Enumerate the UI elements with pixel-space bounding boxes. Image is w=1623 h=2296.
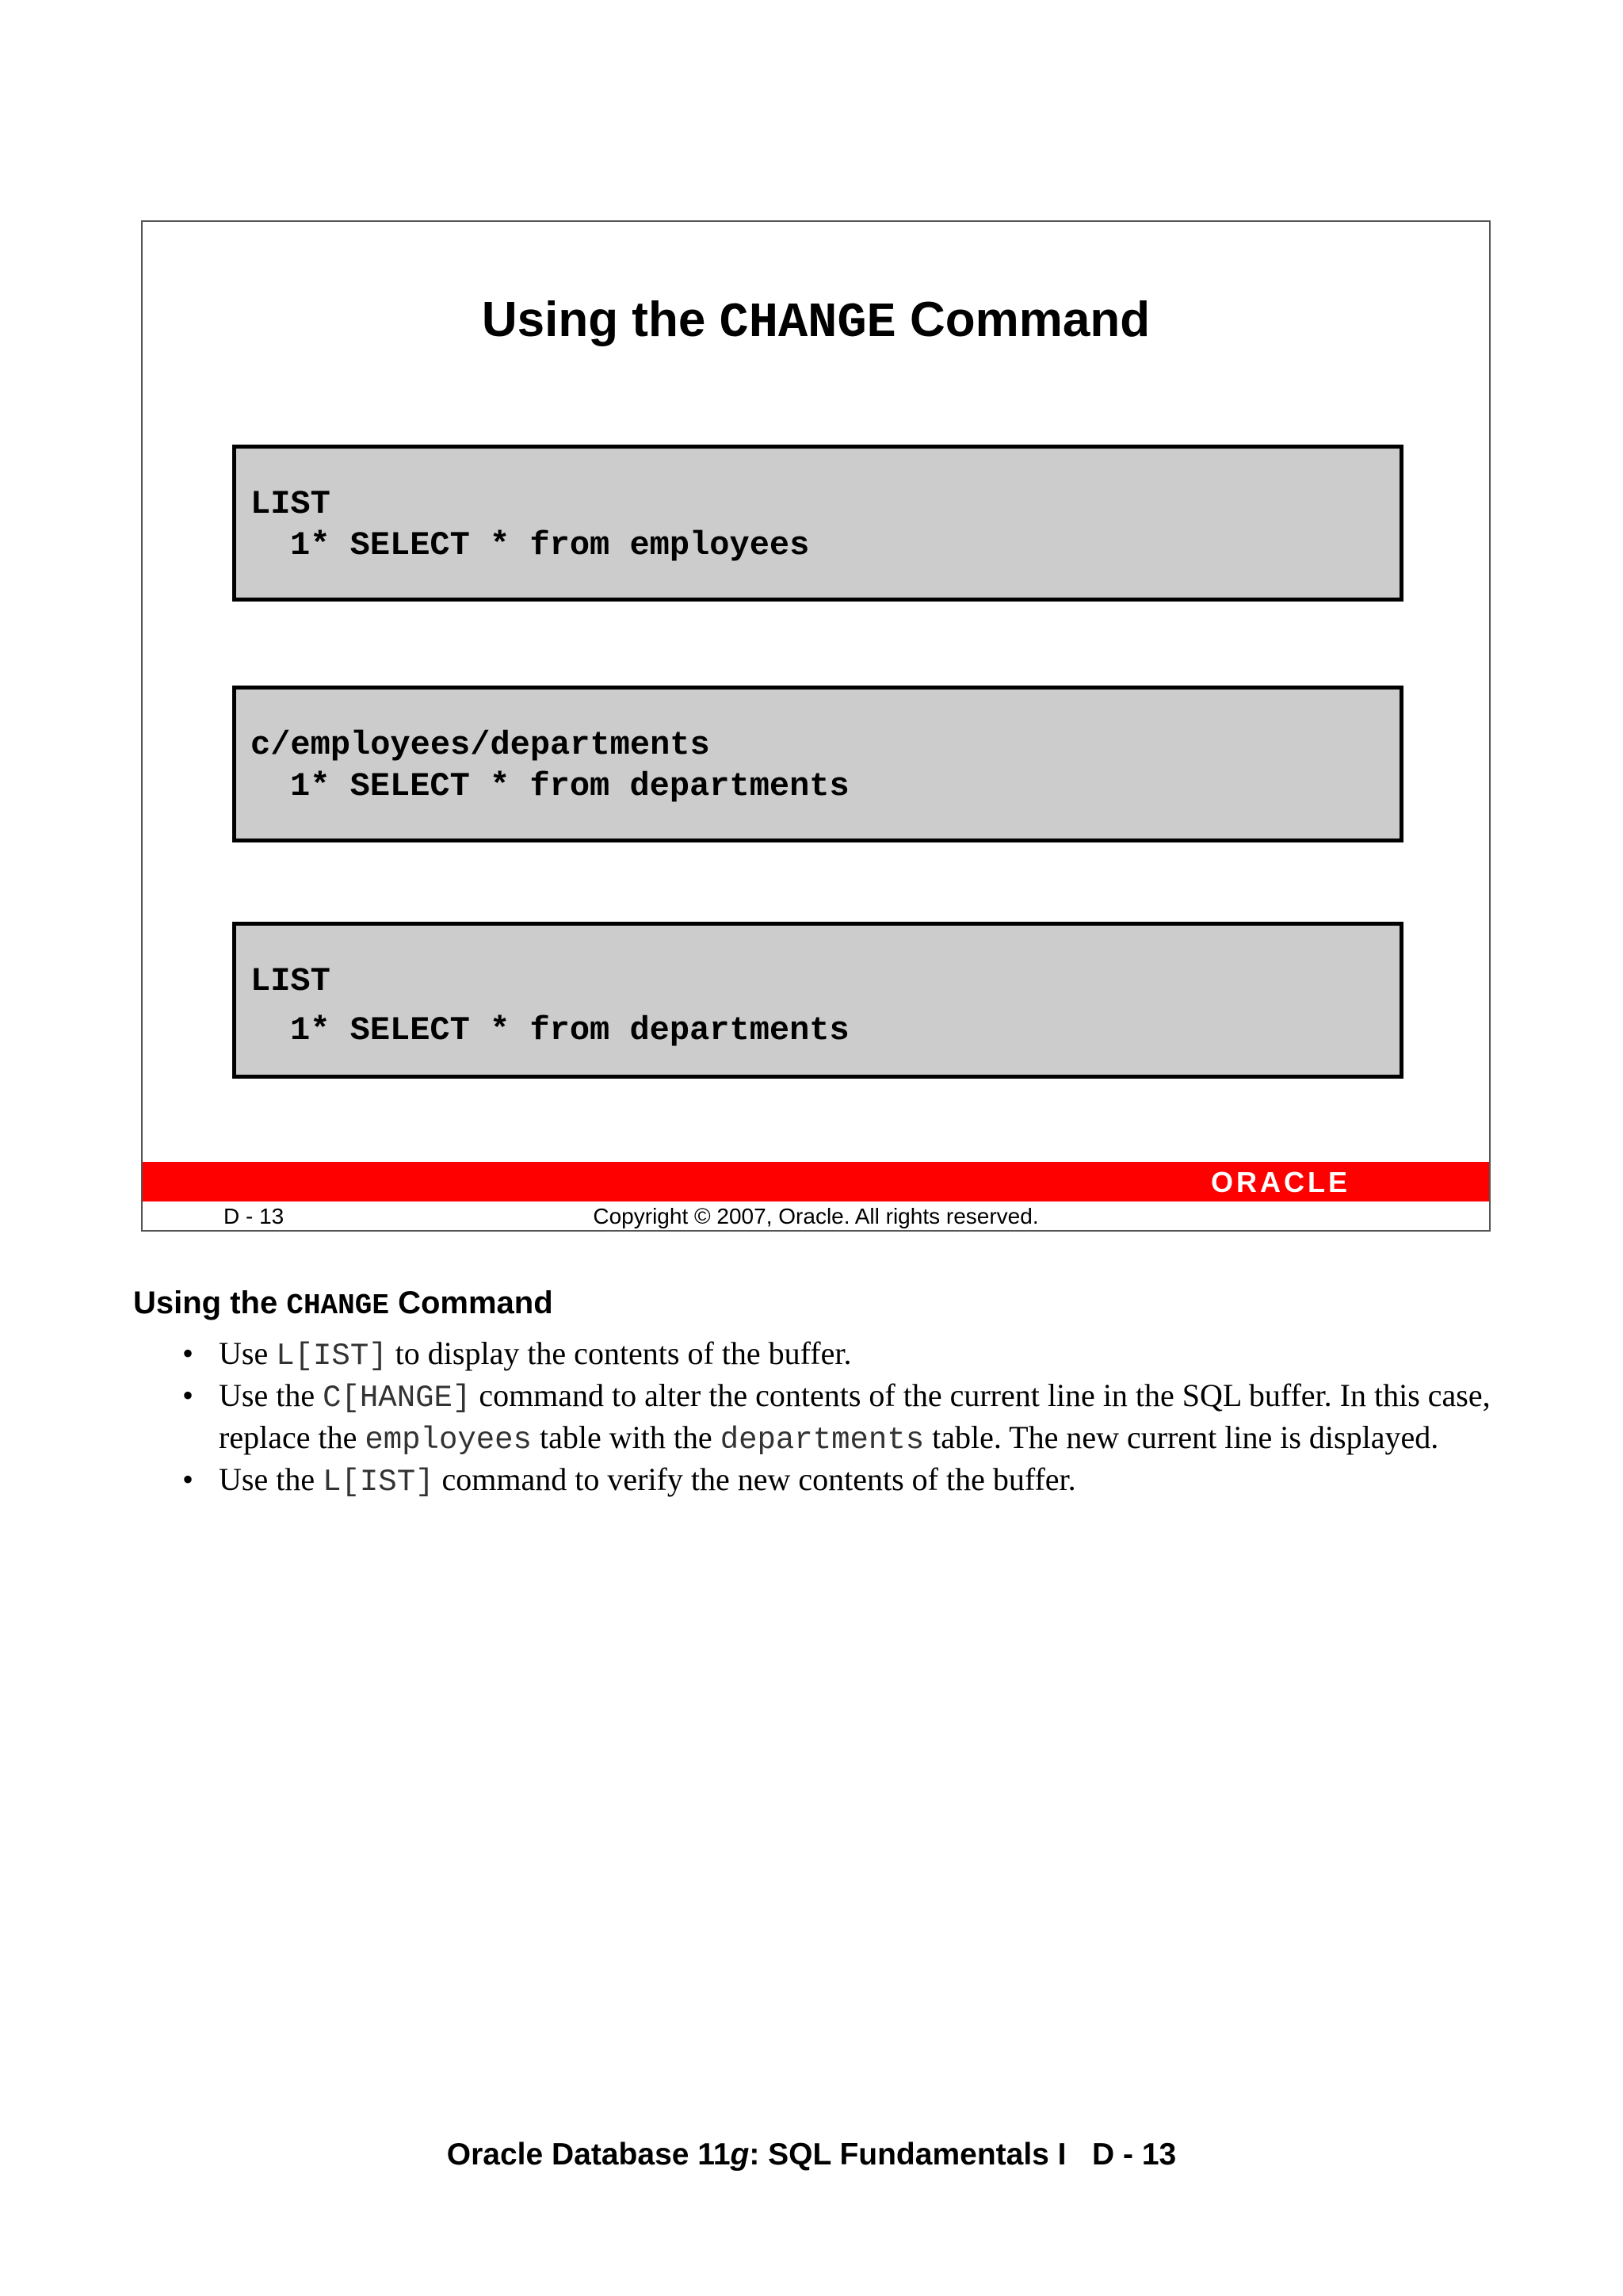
code-output-line: 1* SELECT * from departments — [290, 1011, 850, 1049]
code-line: LIST — [250, 962, 330, 1000]
slide-title-text: Using the — [481, 292, 720, 347]
footer-text: Oracle Database 11 — [446, 2137, 731, 2172]
bullet-item — [176, 1334, 1507, 1376]
footer-bar — [143, 1162, 1489, 1201]
page-footer — [0, 2137, 1623, 2172]
notes-bullet-list — [176, 1334, 1507, 1502]
slide-title-text-end: Command — [896, 292, 1151, 347]
slide-number: D - 13 — [223, 1204, 285, 1228]
notes-heading-code: CHANGE — [286, 1289, 389, 1322]
oracle-logo: ORACLE — [1211, 1166, 1350, 1198]
inline-code: C[HANGE] — [323, 1381, 472, 1415]
bullet-text: table with the — [531, 1419, 720, 1455]
inline-code: departments — [720, 1423, 925, 1457]
notes-heading — [133, 1286, 553, 1322]
inline-code: employees — [365, 1423, 532, 1457]
code-line: c/employees/departments — [250, 726, 710, 764]
copyright-text: Copyright © 2007, Oracle. All rights reserved. — [593, 1204, 1039, 1228]
slide-title-code: CHANGE — [719, 295, 896, 351]
code-box-list — [232, 445, 1403, 602]
slide-footer — [143, 1201, 1489, 1232]
inline-code: L[IST] — [323, 1465, 434, 1499]
footer-italic: g — [730, 2137, 750, 2172]
notes-heading-text-end: Command — [388, 1286, 553, 1320]
footer-text-end: : SQL Fundamentals I D - 13 — [749, 2137, 1177, 2172]
bullet-item — [176, 1460, 1507, 1502]
slide-frame — [141, 220, 1491, 1232]
bullet-text: table. The new current line is displayed. — [924, 1419, 1439, 1455]
inline-code: L[IST] — [276, 1339, 388, 1373]
bullet-text: Use the — [219, 1377, 323, 1413]
bullet-text: command to alter the contents of the current line in the SQL buffer. In this case, replace the — [219, 1377, 1491, 1455]
code-line: LIST — [250, 485, 330, 523]
slide-title — [143, 292, 1489, 351]
code-box-list-verify — [232, 922, 1403, 1079]
code-box-change — [232, 686, 1403, 842]
bullet-text: Use — [219, 1335, 277, 1371]
code-output-line: 1* SELECT * from employees — [290, 526, 810, 564]
bullet-text: to display the contents of the buffer. — [387, 1335, 852, 1371]
bullet-item — [176, 1376, 1507, 1460]
code-output-line: 1* SELECT * from departments — [290, 767, 850, 805]
bullet-text: Use the — [219, 1461, 323, 1497]
bullet-text: command to verify the new contents of the buffer. — [433, 1461, 1076, 1497]
notes-heading-text: Using the — [133, 1286, 287, 1320]
